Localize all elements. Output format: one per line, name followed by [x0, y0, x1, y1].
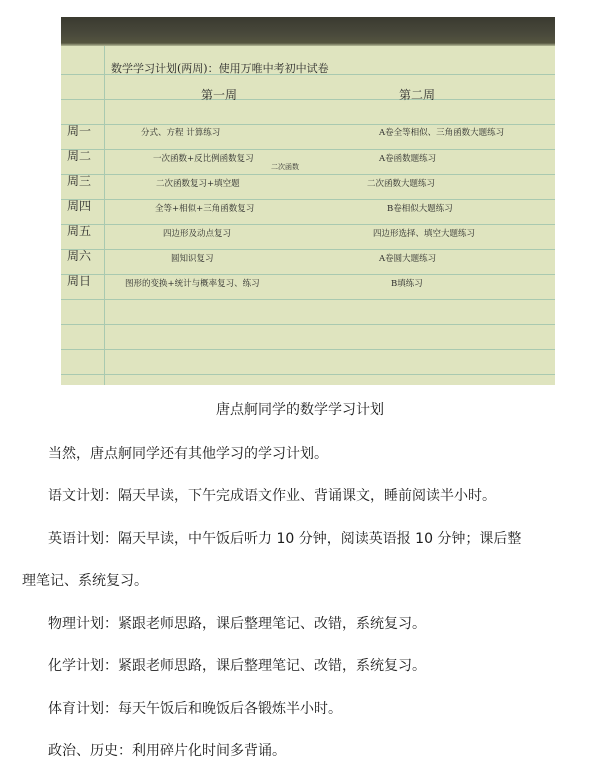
day-label: 周一: [67, 124, 92, 138]
day-label: 周日: [67, 274, 92, 288]
week2-cell: 二次函数大题练习: [367, 179, 436, 189]
week2-cell: A卷函数题练习: [379, 154, 437, 164]
study-plan-photo: [61, 17, 555, 385]
day-label: 周六: [67, 249, 92, 263]
week1-cell: 圆知识复习: [171, 254, 214, 264]
week2-cell: A卷圆大题练习: [379, 254, 437, 264]
paragraph: 物理计划：紧跟老师思路，课后整理笔记、改错，系统复习。: [48, 616, 426, 632]
week2-cell: B填练习: [391, 279, 423, 289]
week1-cell: 四边形及动点复习: [163, 229, 232, 239]
paragraph: 化学计划：紧跟老师思路，课后整理笔记、改错，系统复习。: [48, 658, 426, 674]
week1-cell: 分式、方程 计算练习: [141, 128, 221, 138]
week2-cell: B卷相似大题练习: [387, 204, 453, 214]
paragraph: 当然，唐点舸同学还有其他学习的学习计划。: [48, 446, 328, 462]
paragraph: 政治、历史：利用碎片化时间多背诵。: [48, 743, 286, 759]
week2-cell: A卷全等相似、三角函数大题练习: [379, 128, 505, 138]
paragraph: 语文计划：隔天早读，下午完成语文作业、背诵课文，睡前阅读半小时。: [48, 488, 496, 504]
notebook-sheet: [61, 46, 555, 385]
paragraph: 英语计划：隔天早读，中午饭后听力 10 分钟，阅读英语报 10 分钟；课后整: [48, 531, 522, 547]
day-label: 周三: [67, 174, 92, 188]
week1-cell: 全等+相似+三角函数复习: [155, 204, 255, 214]
week1-cell: 一次函数+反比例函数复习: [153, 154, 254, 164]
week1-header: 第一周: [201, 88, 238, 102]
margin-line: [104, 46, 105, 385]
day-label: 周二: [67, 149, 92, 163]
week1-cell: 图形的变换+统计与概率复习、练习: [125, 279, 260, 289]
week2-cell: 四边形选择、填空大题练习: [373, 229, 476, 239]
plan-title: 数学学习计划(两周)：使用万唯中考初中试卷: [111, 62, 329, 75]
week2-header: 第二周: [399, 88, 436, 102]
day-label: 周五: [67, 224, 92, 238]
day-label: 周四: [67, 199, 92, 213]
week1-cell: 二次函数复习+填空题: [156, 179, 240, 189]
paragraph: 体育计划：每天午饭后和晚饭后各锻炼半小时。: [48, 701, 342, 717]
paragraph-continuation: 理笔记、系统复习。: [22, 573, 148, 589]
week2-note: 二次函数: [271, 163, 299, 171]
photo-caption: 唐点舸同学的数学学习计划: [216, 402, 384, 418]
